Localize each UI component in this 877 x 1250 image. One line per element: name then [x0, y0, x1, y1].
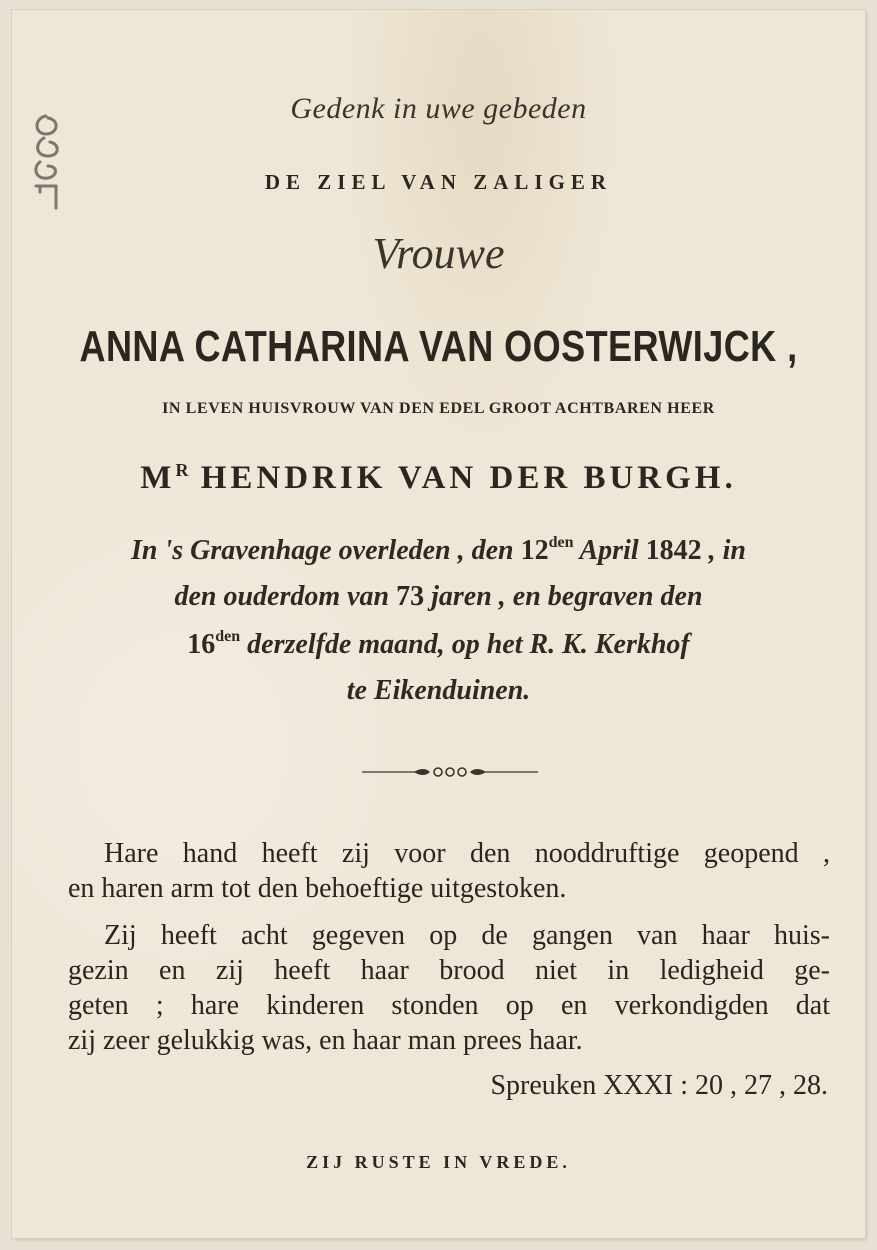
verse-line-2: en haren arm tot den behoeftige uitgestoken.: [68, 873, 567, 904]
verse-line-1: Hare hand heeft zij voor den nooddruftige geopend ,: [104, 838, 830, 869]
death-month: April: [573, 535, 646, 566]
burial-day: 16: [187, 629, 216, 660]
verse-line-3: Zij heeft acht gegeven op de gangen van haar huis-: [104, 920, 830, 951]
death-notice-line-3: [0, 628, 877, 661]
burial-day-suffix: den: [215, 628, 241, 645]
age-text: den ouderdom van: [174, 581, 397, 612]
death-day-suffix: den: [548, 534, 574, 551]
burial-text: jaren , en begraven den: [424, 581, 703, 612]
deceased-name: ANNA CATHARINA VAN OOSTERWIJCK ,: [79, 322, 798, 371]
husband-title-superscript: R: [175, 460, 189, 480]
invocation-line: Gedenk in uwe gebeden: [290, 92, 587, 125]
scripture-reference: Spreuken XXXI : 20 , 27 , 28.: [490, 1070, 828, 1101]
death-notice-line-2: [0, 581, 877, 613]
husband-name-line: [0, 460, 877, 497]
burial-place-text: derzelfde maand, op het R. K. Kerkhof: [240, 629, 690, 660]
death-day: 12: [520, 535, 549, 566]
vrouwe-title: Vrouwe: [372, 229, 505, 278]
verse-line-5: geten ; hare kinderen stonden op en verkondigden dat: [68, 990, 830, 1021]
spouse-description: IN LEVEN HUISVROUW VAN DEN EDEL GROOT ACHTBAREN HEER: [162, 400, 715, 417]
death-notice-line-1: [0, 534, 877, 567]
verse-line-4: gezin en zij heeft haar brood niet in ledigheid ge-: [68, 955, 830, 986]
husband-name: HENDRIK VAN DER BURGH.: [200, 460, 737, 496]
death-place-text: In 's Gravenhage overleden , den: [130, 535, 521, 566]
age-value: 73: [396, 581, 425, 612]
death-year: 1842: [645, 535, 702, 566]
death-notice-line-4: te Eikenduinen.: [346, 675, 531, 706]
husband-title: M: [140, 460, 176, 496]
soul-of-deceased-line: DE ZIEL VAN ZALIGER: [264, 170, 613, 194]
closing-line: ZIJ RUSTE IN VREDE.: [306, 1152, 571, 1172]
ornamental-divider: [362, 765, 538, 779]
verse-line-6: zij zeer gelukkig was, en haar man prees haar.: [68, 1025, 583, 1056]
death-line-end: , in: [701, 535, 746, 566]
